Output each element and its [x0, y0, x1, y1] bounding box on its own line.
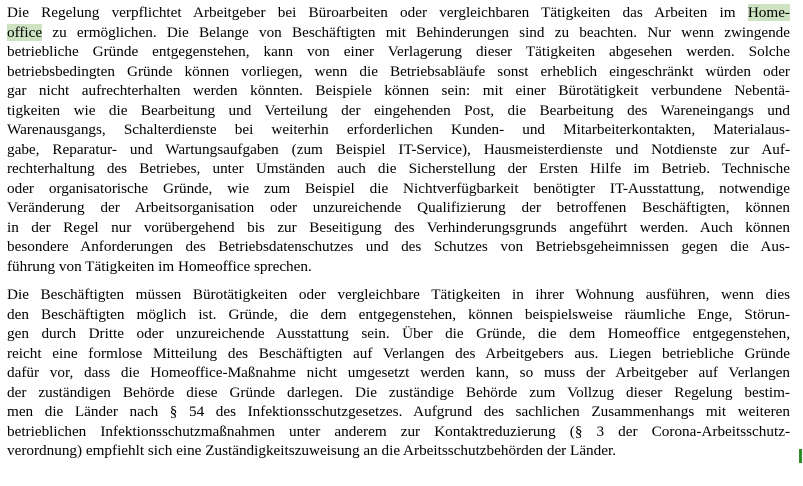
text-line: betrieblichen Infektionsschutzmaßnahmen unter anderem zur Kontaktreduzierung (§ 3 der Corona-Arbeitsschutz-: [7, 422, 790, 440]
text-line: betriebsbedingten Gründe können vorliegen, wenn die Betriebsabläufe sonst erheblich eingeschränkt würden oder: [7, 62, 790, 80]
paragraph-1: [7, 3, 790, 276]
text-segment: zu ermöglichen. Die Belange von Beschäftigten mit Behinderungen sind zu beachten. Nur wenn zwingende: [42, 23, 790, 41]
text-line: betriebliche Gründe entgegenstehen, kann von einer Verlagerung dieser Tätigkeiten abgesehen werden. Solche: [7, 43, 790, 60]
text-line: gar nicht aufrechterhalten werden könnten. Beispiele können sein: mit einer Bürotätigkeit verbundene Nebentä-: [7, 82, 790, 99]
text-line: [7, 23, 790, 43]
text-line: verordnung) empfiehlt sich eine Zuständigkeitszuweisung an die Arbeitsschutzbehörden der Länder.: [7, 442, 617, 459]
text-line: reicht eine formlose Mitteilung des Beschäftigten auf Verlangen des Arbeitgebers aus. Liegen betriebliche Gründe: [7, 344, 790, 362]
text-line: oder organisatorische Gründe, wie zum Beispiel die Nichtverfügbarkeit benötigter IT-Ausstattung, notwendige: [7, 179, 790, 197]
text-line: gabe, Reparatur- und Wartungsaufgaben (zum Beispiel IT-Service), Hausmeisterdienste und Notdienste zur Auf-: [7, 140, 790, 158]
highlighted-word[interactable]: Home-: [747, 4, 790, 21]
text-line: rechterhaltung des Betriebes, unter Umständen auch die Sicherstellung der Ersten Hilfe im Betrieb. Technische: [7, 160, 790, 177]
text-line: tigkeiten wie die Bearbeitung und Verteilung der eingehenden Post, die Bearbeitung des Wareneingangs und: [7, 101, 790, 119]
text-line: men die Länder nach § 54 des Infektionsschutzgesetzes. Aufgrund des sachlichen Zusammenhangs mit weiteren: [7, 403, 790, 420]
text-line: den Beschäftigten möglich ist. Gründe, die dem entgegenstehen, können beispielsweise räumliche Enge, Störun-: [7, 305, 790, 323]
paragraph-spacer: [7, 276, 790, 285]
text-line: besondere Anforderungen des Betriebsdatenschutzes und des Schutzes von Betriebsgeheimnissen gegen die Aus-: [7, 238, 790, 255]
text-line: in der Regel nur vorübergehend bis zur Beseitigung des Verhinderungsgrunds angeführt werden. Auch können: [7, 218, 790, 236]
text-line: führung von Tätigkeiten im Homeoffice sprechen.: [7, 257, 312, 275]
paragraph-2: [7, 285, 790, 461]
text-line: Warenausgangs, Schalterdienste bei weiterhin erforderlichen Kunden- und Mitarbeiterkontakten, Materialaus-: [7, 121, 790, 138]
text-line: Die Beschäftigten müssen Bürotätigkeiten oder vergleichbare Tätigkeiten in ihrer Wohnung ausführen, wenn dies: [7, 286, 790, 303]
text-cursor-marker: [799, 449, 802, 463]
text-line: gen durch Dritte oder unzureichende Ausstattung sein. Über die Gründe, die dem Homeoffice entgegenstehen,: [7, 325, 790, 342]
highlighted-word[interactable]: office: [7, 23, 43, 41]
text-line: dafür vor, dass die Homeoffice-Maßnahme nicht umgesetzt werden kann, so muss der Arbeitgeber auf Verlangen: [7, 364, 790, 381]
document-body: [7, 3, 790, 461]
text-segment: Die Regelung verpflichtet Arbeitgeber bei Büroarbeiten oder vergleichbaren Tätigkeiten das Arbeiten im: [7, 4, 748, 21]
text-line: Veränderung der Arbeitsorganisation oder unzureichende Qualifizierung der betroffenen Beschäftigten, können: [7, 199, 790, 216]
text-line: der zuständigen Behörde diese Gründe darlegen. Die zuständige Behörde zum Vollzug dieser Regelung bestim-: [7, 383, 790, 401]
text-line: [7, 3, 790, 23]
